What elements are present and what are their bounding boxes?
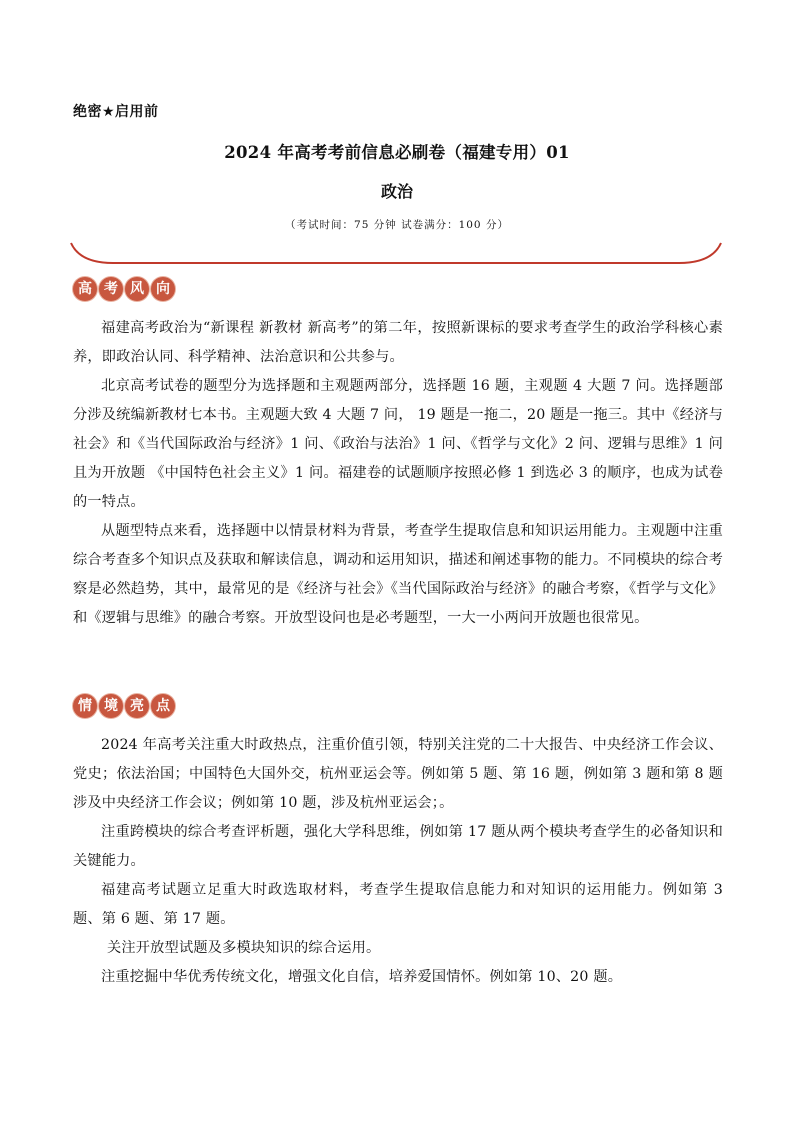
page-title: 2024 年高考考前信息必刷卷（福建专用）01	[224, 143, 570, 162]
seal-char: 点	[151, 694, 175, 718]
paragraph: 关注开放型试题及多模块知识的综合运用。	[107, 940, 381, 956]
seal-char: 风	[125, 277, 149, 301]
section-heading-trend	[73, 277, 175, 303]
highlights-body	[73, 731, 723, 992]
trend-body	[73, 314, 723, 633]
subject-title: 政治	[380, 182, 413, 201]
seal-char: 亮	[125, 694, 149, 718]
seal-char: 境	[99, 694, 123, 718]
paragraph: 注重跨模块的综合考查评析题，强化大学科思维，例如第 17 题从两个模块考查学生的必备知识和关键能力。	[73, 824, 723, 869]
seal-char: 考	[99, 277, 123, 301]
paragraph: 2024 年高考关注重大时政热点，注重价值引领，特别关注党的二十大报告、中央经济工作会议、党史；依法治国；中国特色大国外交，杭州亚运会等。例如第 5 题、第 16 题，例如第 3 题和第 8 题涉及中央经济工作会议；例如第 10 题，涉及杭州亚运会；。	[73, 737, 723, 811]
seal-char: 情	[73, 694, 97, 718]
paragraph: 注重挖掘中华优秀传统文化，增强文化自信，培养爱国情怀。例如第 10、20 题。	[101, 969, 623, 985]
seal-char: 向	[151, 277, 175, 301]
paragraph: 福建高考试题立足重大时政选取材料，考查学生提取信息能力和对知识的运用能力。例如第 3 题、第 6 题、第 17 题。	[73, 882, 723, 927]
seal-char: 高	[73, 277, 97, 301]
section-heading-highlights	[73, 694, 175, 720]
paragraph: 福建高考政治为“新课程 新教材 新高考”的第二年，按照新课标的要求考查学生的政治学科核心素养，即政治认同、科学精神、法治意识和公共参与。	[73, 320, 723, 365]
decorative-arc	[68, 238, 724, 268]
paragraph: 北京高考试卷的题型分为选择题和主观题两部分，选择题 16 题，主观题 4 大题 7 问。选择题部分涉及统编新教材七本书。主观题大致 4 大题 7 问， 19 题是一拖二，20 题是一拖三。其中《经济与社会》和《当代国际政治与经济》1 问、《政治与法治》1 问、《哲学与文化》2 问、逻辑与思维》1 问且为开放题 《中国特色社会主义》1 问。福建卷的试题顺序按照必修 1 到选必 3 的顺序，也成为试卷的一特点。	[73, 378, 723, 510]
secret-mark: 绝密★启用前	[73, 104, 159, 120]
exam-info: （考试时间：75 分钟 试卷满分：100 分）	[285, 219, 509, 231]
paragraph: 从题型特点来看，选择题中以情景材料为背景，考查学生提取信息和知识运用能力。主观题中注重综合考查多个知识点及获取和解读信息，调动和运用知识，描述和阐述事物的能力。不同模块的综合考察是必然趋势，其中，最常见的是《经济与社会》《当代国际政治与经济》的融合考察，《哲学与文化》和《逻辑与思维》的融合考察。开放型设问也是必考题型，一大一小两问开放题也很常见。	[73, 523, 723, 626]
